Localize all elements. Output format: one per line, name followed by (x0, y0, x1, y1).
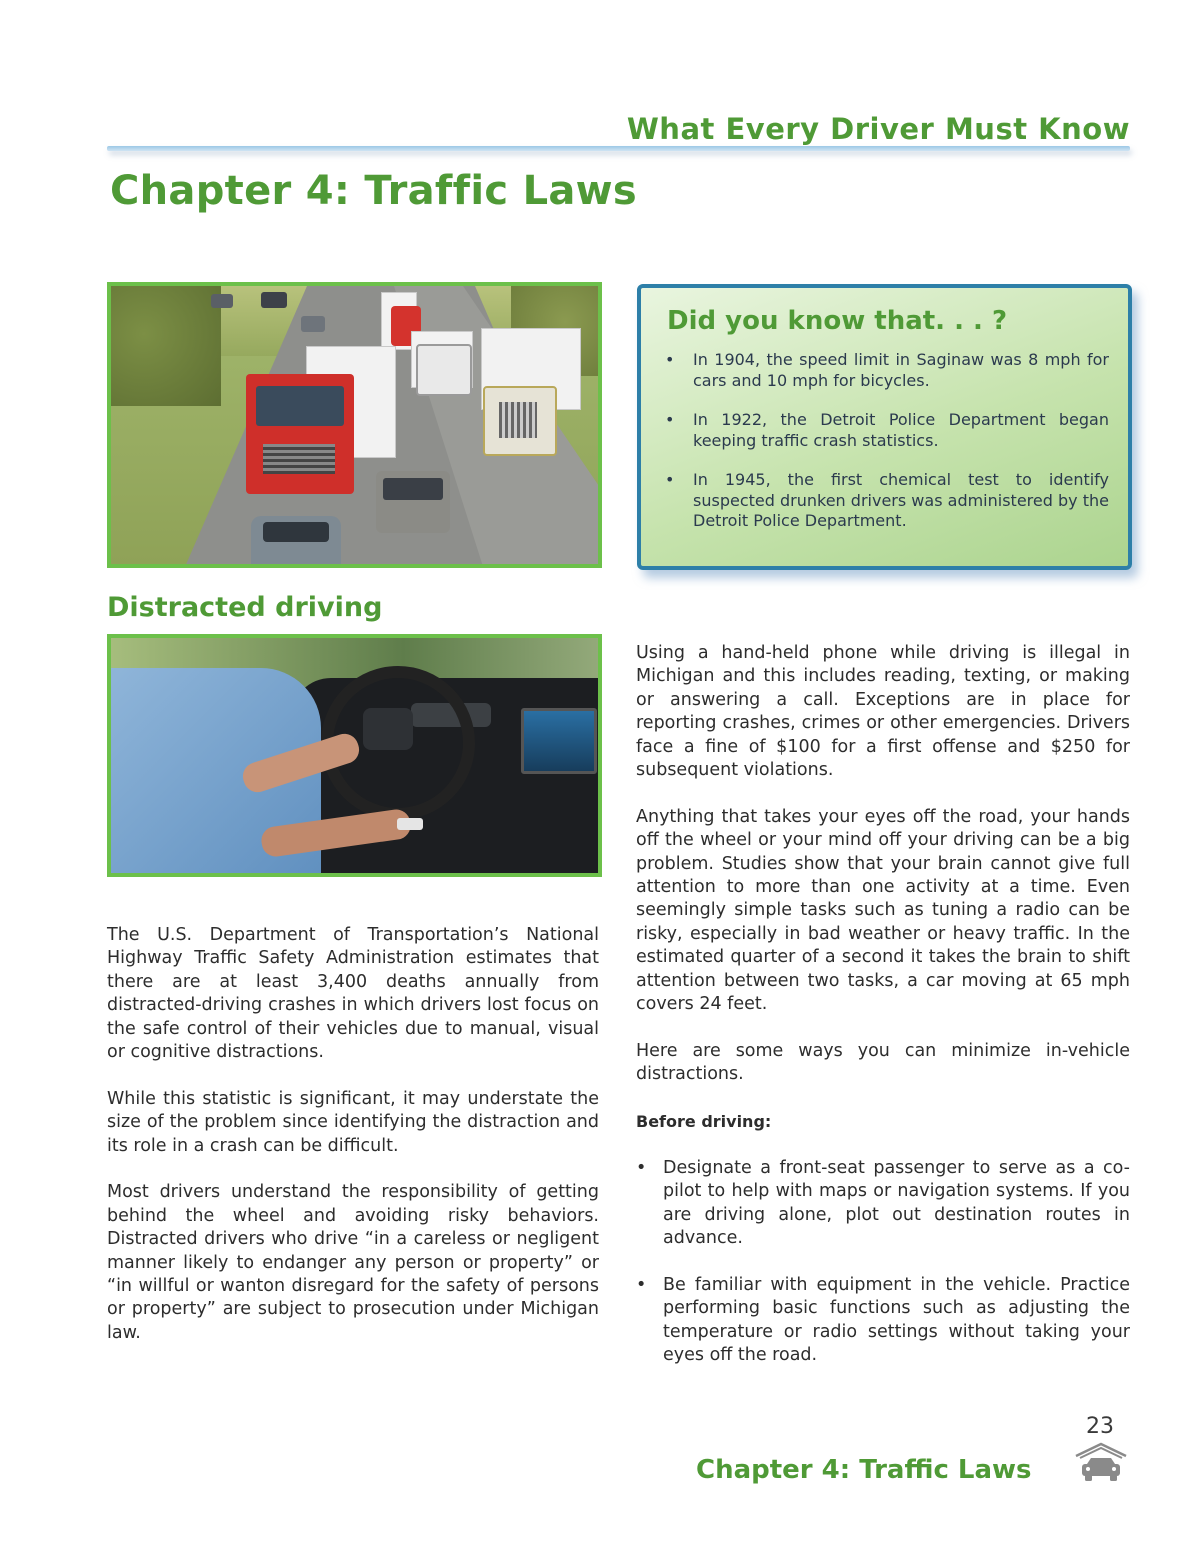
did-you-know-item: • In 1904, the speed limit in Saginaw was 8 mph for cars and 10 mph for bicycles. (665, 350, 1109, 390)
subheading: Before driving: (636, 1112, 772, 1132)
right-column (636, 642, 1130, 1391)
body-paragraph: Here are some ways you can minimize in-vehicle distractions. (636, 1040, 1130, 1085)
did-you-know-box (637, 284, 1132, 570)
footer-chapter-title: Chapter 4: Traffic Laws (696, 1455, 1032, 1485)
body-paragraph: Anything that takes your eyes off the road, your hands off the wheel or your mind off your driving can be a big problem. Studies show that your brain cannot give full attention to more than one activity at a time. Even seemingly simple tasks such as tuning a radio can be risky, especially in bad weather or heavy traffic. In the estimated quarter of a second it takes the brain to shift attention between two tasks, a car moving at 65 mph covers 24 feet. (636, 806, 1130, 1015)
car-garage-icon (1070, 1440, 1132, 1484)
body-paragraph: While this statistic is significant, it may understate the size of the problem since identifying the distraction and its role in a crash can be difficult. (107, 1088, 599, 1156)
section-heading: Distracted driving (107, 592, 383, 623)
list-item: • Be familiar with equipment in the vehicle. Practice performing basic functions such as adjusting the temperature or radio settings without taking your eyes off the road. (636, 1274, 1130, 1366)
highway-trucks-photo (107, 282, 602, 568)
bullet-icon: • (665, 410, 675, 429)
body-paragraph: Using a hand-held phone while driving is illegal in Michigan and this includes reading, texting, or making or answering a call. Exceptions are in place for reporting crashes, crimes or other emergencies. Drivers face a fine of $100 for a first offense and $250 for subsequent violations. (636, 643, 1130, 781)
header-divider (107, 146, 1130, 151)
did-you-know-title: Did you know that. . . ? (667, 306, 1008, 336)
left-column (107, 924, 599, 1369)
list-item: • Designate a front-seat passenger to serve as a co-pilot to help with maps or navigation systems. If you are driving alone, plot out destination routes in advance. (636, 1157, 1130, 1249)
page-number: 23 (1086, 1414, 1114, 1439)
body-paragraph: Most drivers understand the responsibility of getting behind the wheel and avoiding risky behaviors. Distracted drivers who drive “in a careless or negligent manner likely to endanger any person or property” or “in willful or wanton disregard for the safety of persons or property” are subject to prosecution under Michigan law. (107, 1182, 599, 1343)
bullet-icon: • (665, 470, 675, 489)
bullet-icon: • (636, 1157, 647, 1178)
page-title: Chapter 4: Traffic Laws (110, 168, 638, 214)
distracted-driver-photo (107, 634, 602, 877)
bullet-icon: • (665, 350, 675, 369)
running-header: What Every Driver Must Know (626, 112, 1130, 146)
did-you-know-item: • In 1945, the first chemical test to identify suspected drunken drivers was administered by the Detroit Police Department. (665, 470, 1109, 530)
did-you-know-item: • In 1922, the Detroit Police Department began keeping traffic crash statistics. (665, 410, 1109, 450)
body-paragraph: The U.S. Department of Transportation’s National Highway Traffic Safety Administration estimates that there are at least 3,400 deaths annually from distracted-driving crashes in which drivers lost focus on the safe control of their vehicles due to manual, visual or cognitive distractions. (107, 925, 599, 1063)
bullet-icon: • (636, 1274, 647, 1295)
